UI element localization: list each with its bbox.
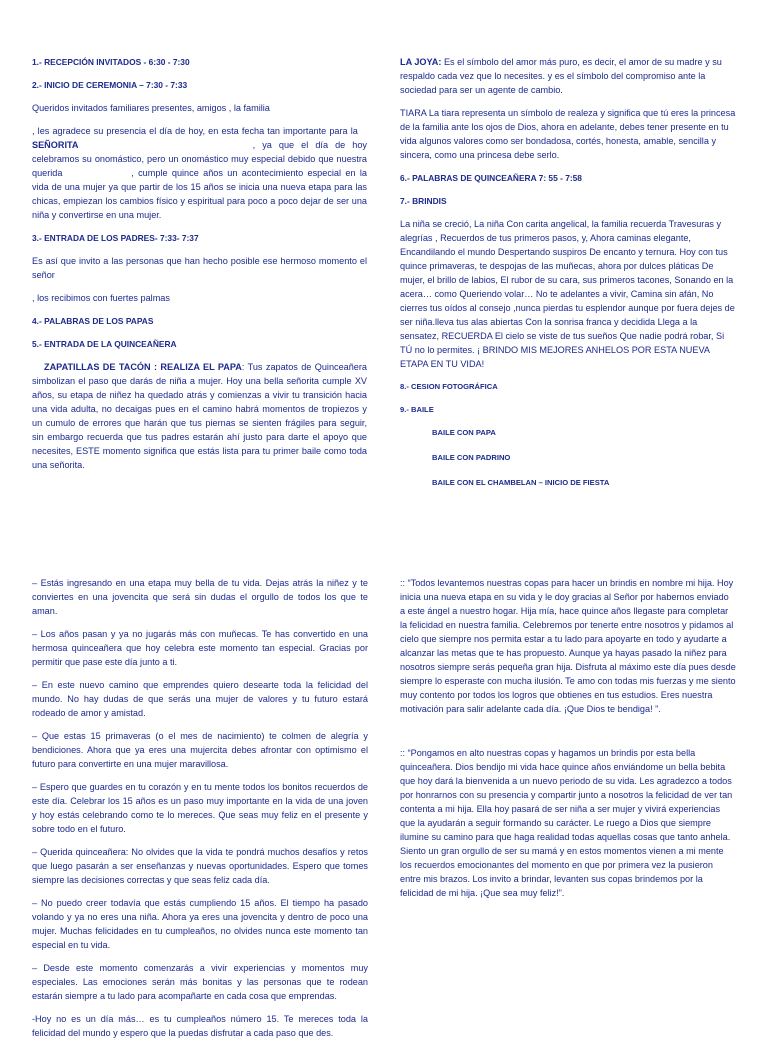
senorita-label: SEÑORITA bbox=[32, 140, 79, 150]
wish-paragraph: – Que estas 15 primaveras (o el mes de nacimiento) te colmen de alegría y bendiciones. Ahora que ya eres una mujercita debes afrontar con optimismo el futuro para convertirte en una mujer maravillosa. bbox=[32, 731, 368, 769]
joya-paragraph bbox=[400, 55, 736, 97]
heading-baile: 9.- BAILE bbox=[400, 405, 434, 414]
zapatillas-title: ZAPATILLAS DE TACÓN : REALIZA EL PAPA bbox=[44, 362, 242, 372]
baile-item-padrino: BAILE CON PADRINO bbox=[432, 453, 511, 462]
brindis-poem: La niña se creció, La niña Con carita angelical, la familia recuerda Travesuras y alegrías , Recuerdos de tus primeros pasos, y, Ahora caminas elegante, Encandilando el mundo Despertando suspiros De encanto y ternura. Hoy con tus quince primaveras, te despojas de las muñecas, ahora por dulces pláticas De mujer, el brillo de labios, El rubor de su cara, sus primeros tacones, Sonando en la acera… como Queriendo volar… No te adelantes a vivir, Camina sin afán, No cierres tus oídos al consejo ,nunca pierdas tu esplendor aunque por fuera dejes de ser niña.lleva tus alas abiertas Con la sonrisa franca y decidida Llega a la sensatez, RECUERDA El cielo se viste de tus sueños Que nadie podrá robar, Si TÚ no lo permites. ¡ BRINDO MIS MEJORES ANHELOS POR ESTA NUEVA ETAPA EN TU VIDA! bbox=[400, 219, 735, 369]
welcome-text-c: , cumple quince años un acontecimiento especial en la vida de una mujer ya que partir de los 15 años se inicia una nueva etapa para las chicas, empiezan los cambios físico y espiritual para poco a poco dejar de ser una niña y convertirse en una mujer. bbox=[32, 168, 367, 220]
heading-inicio-ceremonia: 2.- INICIO DE CEREMONIA – 7:30 - 7:33 bbox=[32, 80, 188, 90]
zapatillas-paragraph bbox=[32, 360, 367, 472]
palmas-text: , los recibimos con fuertes palmas bbox=[32, 293, 170, 303]
greeting-text: Queridos invitados familiares presentes, amigos , la familia bbox=[32, 103, 270, 113]
heading-entrada-padres: 3.- ENTRADA DE LOS PADRES- 7:33- 7:37 bbox=[32, 233, 199, 243]
wish-paragraph: -Hoy no es un día más… es tu cumpleaños número 15. Te mereces toda la felicidad del mundo y espero que la puedas disfrutar a cada paso que des. bbox=[32, 1014, 368, 1038]
welcome-text-b: , ya que el día de hoy celebramos su onomástico, pero un onomástico muy especial debido que nuestra querida bbox=[32, 140, 367, 178]
wishes-column bbox=[32, 576, 368, 1049]
program-column-left bbox=[32, 55, 367, 481]
welcome-text-a: , les agradece su presencia el día de hoy, en esta fecha tan importante para la bbox=[32, 126, 358, 136]
heading-recepcion: 1.- RECEPCIÓN INVITADOS - 6:30 - 7:30 bbox=[32, 57, 190, 67]
wish-paragraph: – No puedo creer todavía que estás cumpliendo 15 años. El tiempo ha pasado volando y ya no eres una niña. Ahora ya eres una jovencita y dentro de poco una mujer. Muchas felicidades en tu cumpleaños, no olvides nunca este momento tan especial en tu vida. bbox=[32, 898, 368, 950]
padres-paragraph: Es así que invito a las personas que han hecho posible ese hermoso momento el señor bbox=[32, 256, 367, 280]
heading-brindis: 7.- BRINDIS bbox=[400, 196, 447, 206]
toast-paragraph-father: :: “Todos levantemos nuestras copas para hacer un brindis en nombre mi hija. Hoy inicia una nueva etapa en su vida y le doy gracias al Señor por habernos enviado a este ángel a nuestro hogar. Hija mía, hace quince años llegaste para completar la felicidad en nuestra familia. Celebremos por tenerte entre nosotros y pidamos al cielo que siempre nos permita estar a tu lado para apoyarte en todo y ayudarte a alcanzar las metas que te has propuesto. Aunque ya hayas pasado la niñez para nosotros siempre serás pequeña gran hija. Disfruta al máximo este día pues desde siempre lo esperaste con mucha ilusión. Te amo con todas mis fuerzas y me siento muy contento por todos los logros que obtienes en tus estudios. Eres nuestra motivación para salir adelante cada día. ¡Que Dios te bendiga! ”. bbox=[400, 578, 736, 714]
zapatillas-text: : Tus zapatos de Quinceañera simbolizan el paso que darás de niña a mujer. Hoy una bella señorita cumple XV años, su etapa de niñez ha quedado atrás y comienzas a vivir tu transición hacia una vida adulta, no decaigas pues en el camino habrá momentos de tropiezos y un cumulo de errores que harán que tus piernas se sienten frágiles para seguir, sin embargo recuerda que tus padres estarán ahí justo para darte el apoyo que necesites, ESTE momento significa que estás lista para tu primer baile como toda una señorita. bbox=[32, 362, 367, 470]
wish-paragraph: – Espero que guardes en tu corazón y en tu mente todos los bonitos recuerdos de este día. Celebrar los 15 años es un paso muy importante en la vida de una joven y hoy estás celebrando como te lo mereces. Que seas muy feliz en el presente y sobre todo en el futuro. bbox=[32, 782, 368, 834]
wish-paragraph: – Los años pasan y ya no jugarás más con muñecas. Te has convertido en una hermosa quinceañera que hoy celebra este momento tan especial. Gracias por permitir que pase este día junto a ti. bbox=[32, 629, 368, 667]
baile-item-papa: BAILE CON PAPA bbox=[432, 428, 496, 437]
baile-item-chambelan: BAILE CON EL CHAMBELAN – INICIO DE FIESTA bbox=[432, 478, 610, 487]
program-column-right bbox=[400, 55, 736, 499]
toasts-column bbox=[400, 576, 736, 909]
wish-paragraph: – Desde este momento comenzarás a vivir experiencias y momentos muy especiales. Las emociones serán más bonitas y las personas que te rodean estarán siempre a tu lado para acompañarte en cada cosa que emprendas. bbox=[32, 963, 368, 1001]
heading-cesion-fotografica: 8.- CESION FOTOGRÁFICA bbox=[400, 382, 498, 391]
joya-title: LA JOYA: bbox=[400, 57, 442, 67]
joya-text: Es el símbolo del amor más puro, es decir, el amor de su madre y su respaldo cada vez que lo necesites. y es el símbolo del compromiso ante la sociedad para ser un agente de cambio. bbox=[400, 57, 722, 95]
heading-entrada-quinceanera: 5.- ENTRADA DE LA QUINCEAÑERA bbox=[32, 339, 177, 349]
wish-paragraph: – Estás ingresando en una etapa muy bella de tu vida. Dejas atrás la niñez y te conviertes en una jovencita que será sin dudas el orgullo de todos los que te aman. bbox=[32, 578, 368, 616]
wish-paragraph: – Querida quinceañera: No olvides que la vida te pondrá muchos desafíos y retos que luego pasarán a ser enseñanzas y nuevas oportunidades. Espero que tomes siempre las decisiones correctas y que seas feliz cada día. bbox=[32, 847, 368, 885]
tiara-paragraph: TIARA La tiara representa un símbolo de realeza y significa que tú eres la princesa de la familia ante los ojos de Dios, ahora en adelante, debes tener presente en tu vida algunos valores como ser bondadosa, cortés, honesta, amable, sencilla y sincera, como una princesa debe serlo. bbox=[400, 108, 736, 160]
welcome-paragraph bbox=[32, 124, 367, 222]
heading-palabras-quinceanera: 6.- PALABRAS DE QUINCEAÑERA 7: 55 - 7:58 bbox=[400, 173, 582, 183]
toast-paragraph-mother: :: “Pongamos en alto nuestras copas y hagamos un brindis por esta bella quinceañera. Dios bendijo mi vida hace quince años enviándome un bella bebita que hoy dará la bienvenida a un nuevo periodo de su vida. Les agradezco a todos por honrarnos con su presencia y compartir junto a nosotros la felicidad de ver tan contenta a mi hija. Ella hoy pasará de ser niña a ser mujer y vivirá experiencias que la ayudarán a seguir formando su carácter. Le ruego a Dios que siempre ilumine su camino para que haga realidad todas aquellas cosas que tanto anhela. Siento un gran orgullo de ser su mamá y en estos momentos vienen a mi mente los recuerdos emocionantes del momento en que por primera vez la pusieron entre mis brazos. Los invito a brindar, levanten sus copas brindemos por la felicidad de mi hija. ¡Que sea muy feliz!”. bbox=[400, 748, 733, 898]
wish-paragraph: – En este nuevo camino que emprendes quiero desearte toda la felicidad del mundo. No hay dudas de que serás una mujer de valores y tu futuro estará rodeado de amor y amistad. bbox=[32, 680, 368, 718]
heading-palabras-papas: 4.- PALABRAS DE LOS PAPAS bbox=[32, 316, 154, 326]
